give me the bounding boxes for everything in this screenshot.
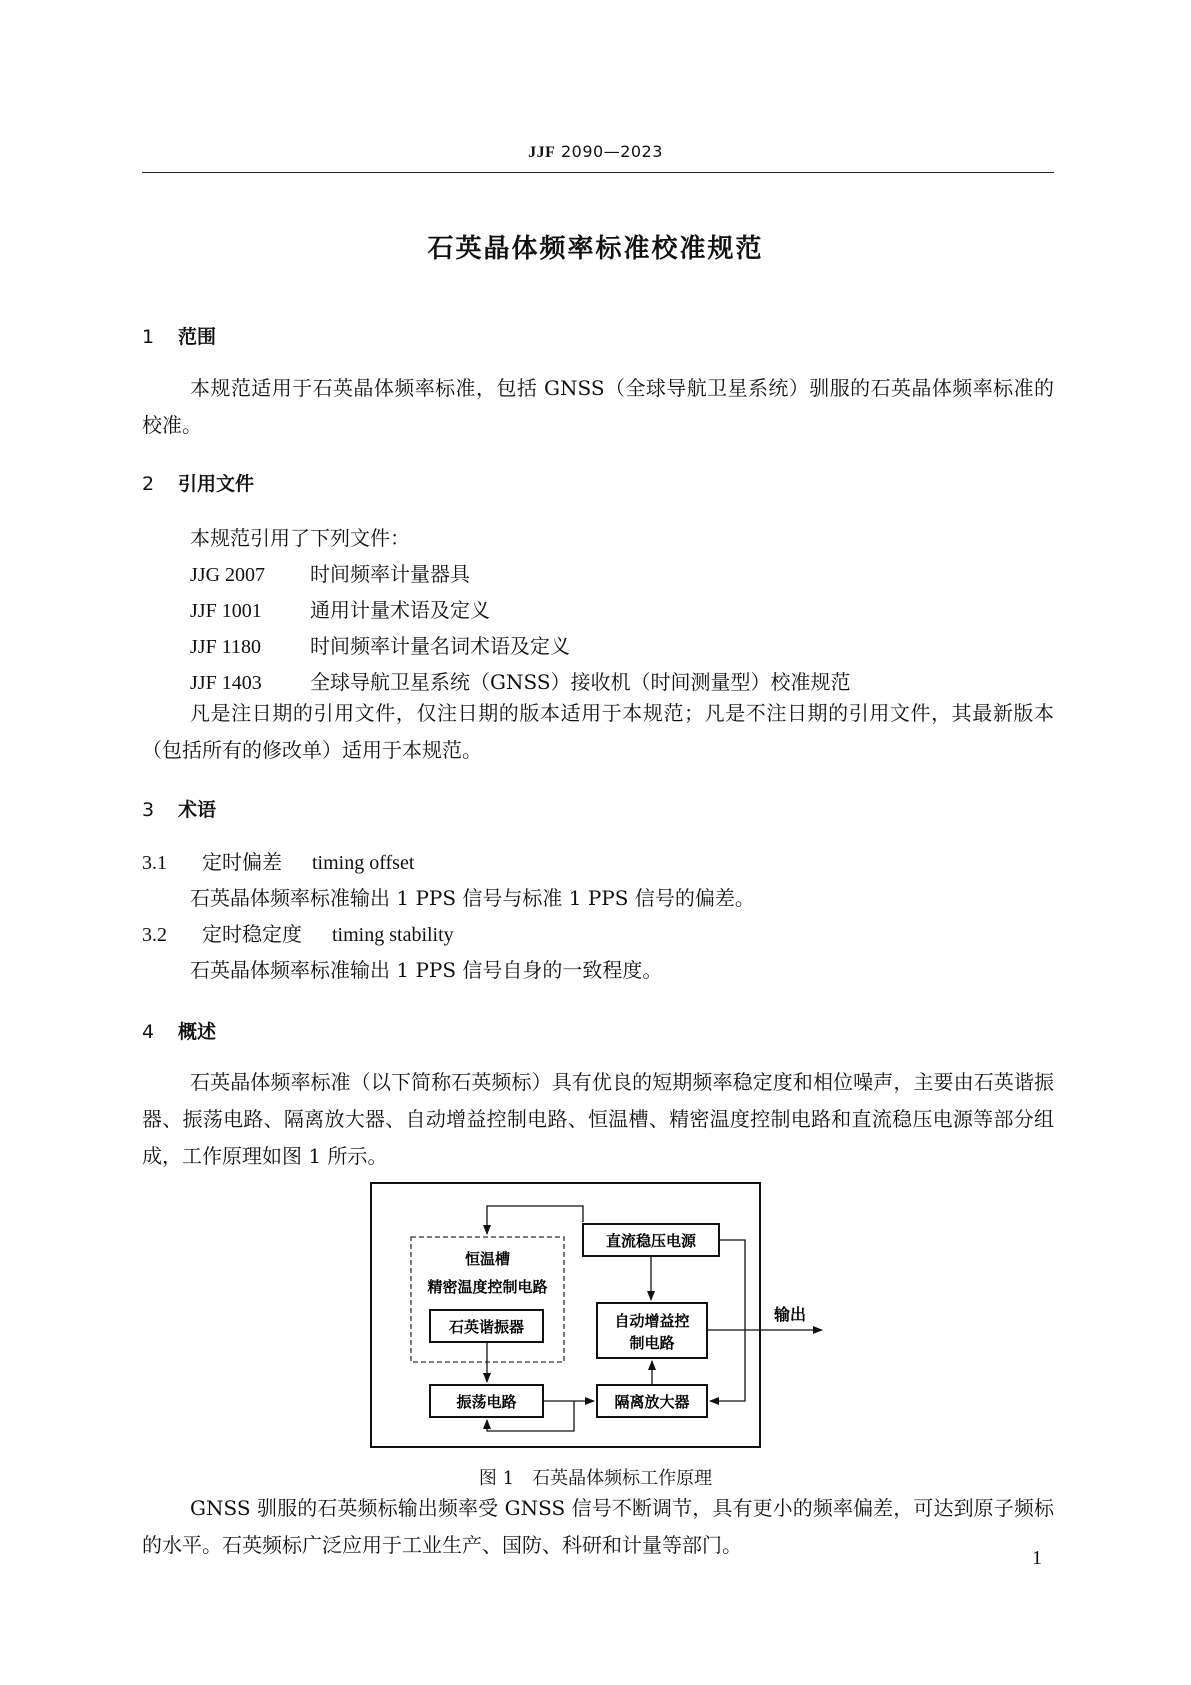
section-title: 引用文件 xyxy=(178,473,255,495)
ref-code: JJF 1180 xyxy=(190,636,261,658)
gnss-paragraph: GNSS 驯服的石英频标输出频率受 GNSS 信号不断调节，具有更小的频率偏差，可达到原子频标的水平。石英频标广泛应用于工业生产、国防、科研和计量等部门。 xyxy=(142,1496,1054,1557)
power-supply-label: 直流稳压电源 xyxy=(605,1232,697,1250)
ref-title: 通用计量术语及定义 xyxy=(310,598,490,622)
figure-caption: 图 1 石英晶体频标工作原理 xyxy=(478,1468,713,1489)
resonator-label: 石英谐振器 xyxy=(448,1318,525,1336)
refs-intro: 本规范引用了下列文件： xyxy=(190,526,410,550)
section-number: 1 xyxy=(142,326,155,348)
temp-control-label: 精密温度控制电路 xyxy=(427,1278,548,1296)
term-number: 3.2 xyxy=(142,924,167,946)
scope-paragraph: 本规范适用于石英晶体频率标准，包括 GNSS（全球导航卫星系统）驯服的石英晶体频率标准的校准。 xyxy=(142,376,1054,437)
page-number: 1 xyxy=(1032,1547,1042,1569)
output-label: 输出 xyxy=(773,1305,807,1324)
refs-note: 凡是注日期的引用文件，仅注日期的版本适用于本规范；凡是不注日期的引用文件，其最新版本（包括所有的修改单）适用于本规范。 xyxy=(142,701,1054,762)
section-number: 2 xyxy=(142,473,155,495)
term-number: 3.1 xyxy=(142,852,167,874)
document-title: 石英晶体频率标准校准规范 xyxy=(427,234,764,264)
ref-title: 全球导航卫星系统（GNSS）接收机（时间测量型）校准规范 xyxy=(310,670,851,694)
ref-title: 时间频率计量名词术语及定义 xyxy=(310,634,570,658)
section-number: 3 xyxy=(142,799,155,821)
term-en: timing offset xyxy=(312,852,415,874)
header-code: JJF xyxy=(528,144,556,161)
oven-label: 恒温槽 xyxy=(464,1250,511,1268)
section-title: 术语 xyxy=(178,799,217,821)
agc-label-line2: 制电路 xyxy=(629,1334,675,1352)
term-zh: 定时稳定度 xyxy=(202,922,302,946)
term-definition: 石英晶体频率标准输出 1 PPS 信号与标准 1 PPS 信号的偏差。 xyxy=(190,886,755,910)
isolation-amp-label: 隔离放大器 xyxy=(614,1393,690,1411)
header-number: 2090—2023 xyxy=(560,142,663,161)
ref-code: JJF 1001 xyxy=(190,600,262,622)
section-title: 范围 xyxy=(178,326,217,348)
agc-label-line1: 自动增益控 xyxy=(614,1312,690,1330)
section-title: 概述 xyxy=(178,1021,217,1043)
ref-code: JJG 2007 xyxy=(190,564,266,586)
ref-code: JJF 1403 xyxy=(190,672,262,694)
section-number: 4 xyxy=(142,1021,155,1043)
term-definition: 石英晶体频率标准输出 1 PPS 信号自身的一致程度。 xyxy=(190,958,663,982)
oscillator-label: 振荡电路 xyxy=(456,1393,517,1411)
ref-title: 时间频率计量器具 xyxy=(310,562,470,586)
term-en: timing stability xyxy=(332,924,454,946)
overview-paragraph: 石英晶体频率标准（以下简称石英频标）具有优良的短期频率稳定度和相位噪声，主要由石英谐振器、振荡电路、隔离放大器、自动增益控制电路、恒温槽、精密温度控制电路和直流稳压电源等部分组成，工作原理如图 1 所示。 xyxy=(142,1070,1054,1168)
term-zh: 定时偏差 xyxy=(202,850,282,874)
